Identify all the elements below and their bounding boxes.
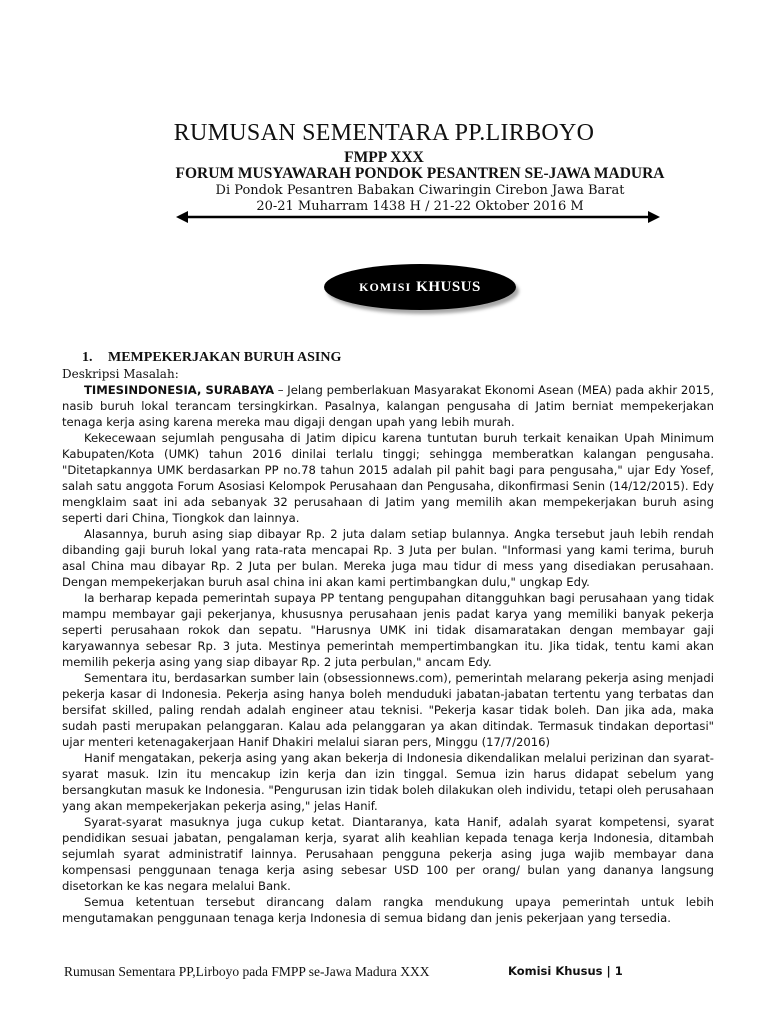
paragraph-2: Kekecewaan sejumlah pengusaha di Jatim dipicu karena tuntutan buruh terkait kenaikan Upah Minimum Kabupaten/Kota (UMK) tahun 2016 dinilai terlalu tinggi; sehingga memberatkan kalangan pengusaha. "Ditetapkannya UMK berdasarkan PP no.78 tahun 2015 adalah pil pahit bagi para pengusaha," ujar Edy Yosef, salah satu anggota Forum Asosiasi Kelompok Perusahaan dan Pengusaha, dikonfirmasi Senin (14/12/2015). Edy mengklaim saat ini ada sebanyak 32 perusahaan di Jatim yang memilih akan mempekerjakan buruh asing seperti dari China, Tiongkok dan lainnya.	[62, 431, 714, 525]
venue-line: Di Pondok Pesantren Babakan Ciwaringin Cirebon Jawa Barat	[215, 183, 625, 198]
date-line: 20-21 Muharram 1438 H / 21-22 Oktober 2016 M	[256, 199, 584, 214]
document-title: RUMUSAN SEMENTARA PP.LIRBOYO	[173, 120, 595, 146]
document-body	[62, 349, 714, 926]
document-subtitle: FMPP XXX	[344, 149, 424, 166]
footer-page-label: Komisi Khusus | 1	[508, 964, 623, 978]
paragraph-5: Sementara itu, berdasarkan sumber lain (obsessionnews.com), pemerintah melarang pekerja asing menjadi pekerja kasar di Indonesia. Pekerja asing hanya boleh menduduki jabatan-jabatan tertentu yang terbatas dan bersifat skilled, paling rendah adalah engineer atau teknisi. "Pekerja kasar tidak boleh. Dan jika ada, maka sudah pasti merupakan pelanggaran. Kalau ada pelanggaran ya akan ditindak. Termasuk tindakan deportasi" ujar menteri ketenagakerjaan Hanif Dhakiri melalui siaran pers, Minggu (17/7/2016)	[62, 671, 714, 749]
paragraph-4: Ia berharap kepada pemerintah supaya PP tentang pengupahan ditangguhkan bagi perusahaan yang tidak mampu membayar gaji pekerjanya, khususnya perusahaan jenis padat karya yang memiliki banyak pekerja seperti perusahaan rokok dan sepatu. "Harusnya UMK ini tidak disamaratakan dengan membayar gaji karyawannya sebesar Rp. 3 juta. Mestinya pemerintah mempertimbangkan itu. Jika tidak, tentu kami akan memilih pekerja asing yang siap dibayar Rp. 2 juta perbulan," ancam Edy.	[62, 591, 714, 669]
section-title: MEMPEKERJAKAN BURUH ASING	[108, 350, 342, 365]
commission-badge	[324, 264, 516, 310]
paragraph-1	[62, 382, 714, 430]
double-arrow-divider	[176, 207, 660, 227]
paragraph-1-text: – Jelang pemberlakuan Masyarakat Ekonomi Asean (MEA) pada akhir 2015, nasib buruh lokal terancam tersingkirkan. Pasalnya, kalangan pengusaha di Jatim berniat mempekerjakan tenaga kerja asing karena mereka mau digaji dengan upah yang lebih murah.	[62, 383, 715, 429]
description-label: Deskripsi Masalah:	[62, 367, 179, 381]
commission-word-1: KOMISI	[359, 279, 412, 294]
footer-left: Rumusan Sementara PP,Lirboyo pada FMPP se-Jawa Madura XXX	[64, 964, 430, 979]
paragraph-3: Alasannya, buruh asing siap dibayar Rp. 2 juta dalam setiap bulannya. Angka tersebut jauh lebih rendah dibanding gaji buruh lokal yang rata-rata mencapai Rp. 3 Juta per bulan. "Informasi yang kami terima, buruh asal China mau dibayar Rp. 2 Juta per bulan. Mereka juga mau tidur di mess yang disediakan perusahaan. Dengan mempekerjakan buruh asal china ini akan kami pertimbangkan dulu," ungkap Edy.	[62, 527, 714, 589]
news-source: TIMESINDONESIA, SURABAYA	[84, 383, 275, 397]
section-heading	[62, 349, 714, 366]
paragraph-6: Hanif mengatakan, pekerja asing yang akan bekerja di Indonesia dikendalikan melalui perizinan dan syarat-syarat masuk. Izin itu mencakup izin kerja dan izin tinggal. Semua izin harus didapat sebelum yang bersangkutan masuk ke Indonesia. "Pengurusan izin tidak boleh dilakukan oleh individu, tetapi oleh perusahaan yang akan mempekerjakan pekerja asing," jelas Hanif.	[62, 751, 714, 813]
commission-word-2: KHUSUS	[416, 278, 481, 295]
paragraph-8: Semua ketentuan tersebut dirancang dalam rangka mendukung upaya pemerintah untuk lebih mengutamakan penggunaan tenaga kerja Indonesia di semua bidang dan jenis pekerjaan yang tersedia.	[62, 895, 714, 925]
paragraph-7: Syarat-syarat masuknya juga cukup ketat. Diantaranya, kata Hanif, adalah syarat kompetensi, syarat pendidikan sesuai jabatan, pengalaman kerja, syarat alih keahlian kepada tenaga kerja Indonesia, ditambah sejumlah syarat administratif lainnya. Perusahaan pengguna pekerja asing juga wajib membayar dana kompensasi penggunaan tenaga kerja asing sebesar USD 100 per orang/ bulan yang dananya langsung disetorkan ke kas negara melalui Bank.	[62, 815, 714, 893]
section-number: 1.	[82, 350, 93, 365]
forum-name: FORUM MUSYAWARAH PONDOK PESANTREN SE-JAWA MADURA	[175, 165, 665, 182]
